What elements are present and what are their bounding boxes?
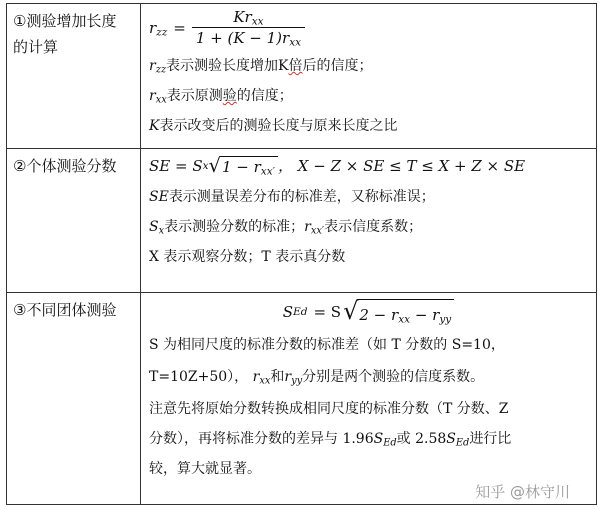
table-row [7,149,597,293]
definition-line: $r_{xx}$表示原测验的信度； [149,88,293,106]
table-row [7,293,597,505]
definition-line: S 为相同尺度的标准分数的标准差（如 T 分数的 S=10， [149,337,505,353]
definition-line: X 表示观察分数；T 表示真分数 [149,249,346,265]
topic-cell [7,293,141,505]
watermark: 知乎 @林守川 [475,483,570,501]
formula-individual-score: SE = S x √ $1 - r_{xx'}$ ， X − Z × SE ≤ T ≤ X + Z × SE [149,153,526,178]
topic-line: 的计算 [13,38,59,56]
definition-line: T=10Z+50）， $r_{xx}$和$r_{yy}$分别是两个测验的信度系数。 [149,369,485,387]
fraction: $\frac{Kr_{xx}}{1 + (K - 1)r_{xx}}$ [192,8,305,47]
formula-test-length: $r_{zz}$ = $\frac{Kr_{xx}}{1 + (K - 1)r_{xx}}$ [141,4,596,51]
content-cell [141,293,597,505]
content-cell [141,4,597,149]
topic-label: ③不同团体测验 [13,301,117,319]
formula-table [6,3,597,505]
table-row [7,4,597,149]
sqrt: √ $1 - r_{xx'}$ [209,156,279,176]
definition-line: SE表示测量误差分布的标准差，又称标准误； [149,189,435,205]
definition-line: 较，算大就显著。 [149,461,261,477]
formula-group-test: S Ed = S √ $2 - r_{xx} - r_{yy}$ [141,293,596,328]
definition-line: 注意先将原始分数转换成相同尺度的标准分数（T 分数、Z [149,401,509,417]
definition-line: 分数），再将标准分数的差异与 $1.96S_{Ed}$或 $2.58S_{Ed}$进行比 [149,431,512,449]
topic-line: ①测验增加长度 [13,12,117,30]
definition-line: K表示改变后的测验长度与原来长度之比 [149,118,398,134]
topic-label [7,4,140,60]
topic-cell [7,4,141,149]
sqrt: √ $2 - r_{xx} - r_{yy}$ [343,299,454,324]
definition-line: $S_x$表示测验分数的标准；$r_{xx'}$表示信度系数； [149,219,423,237]
topic-label: ②个体测验分数 [13,157,117,175]
topic-cell [7,149,141,293]
definition-line: $r_{zz}$表示测验长度增加K倍后的信度； [149,58,373,76]
content-cell [141,149,597,293]
